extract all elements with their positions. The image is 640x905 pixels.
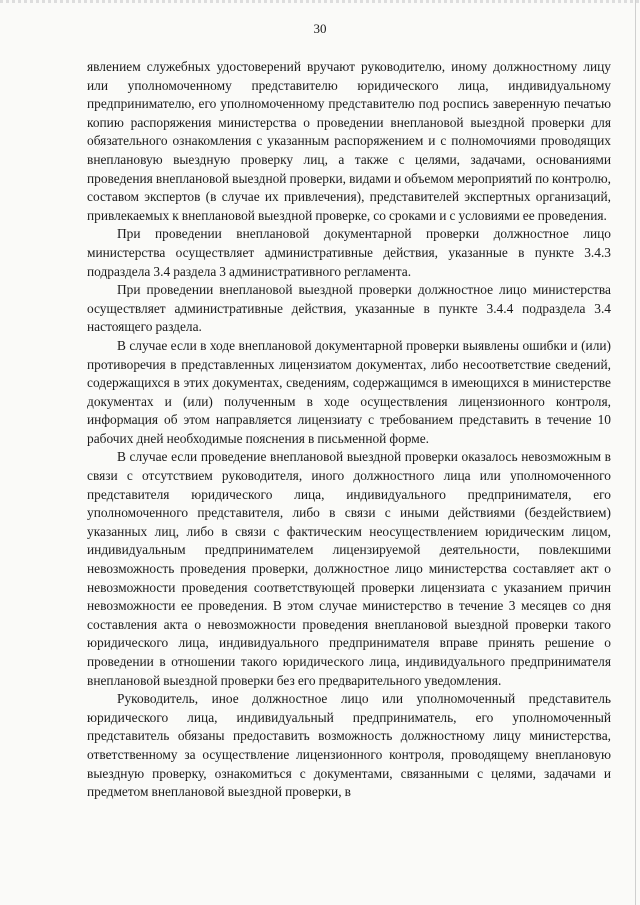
- paragraph: При проведении внеплановой документарной проверки должностное лицо министерства осуществляет административные действия, указанные в пункте 3.4.3 подраздела 3.4 раздела 3 административного регламента.: [87, 226, 611, 279]
- paragraph: В случае если в ходе внеплановой документарной проверки выявлены ошибки и (или) противоречия в представленных лицензиатом документах, либо несоответствие сведений, содержащихся в этих документах, сведениям, содержащимся в имеющихся в министерстве документах и (или) полученным в ходе осуществления лицензионного контроля, информация об этом направляется лицензиату с требованием представить в течение 10 рабочих дней необходимые пояснения в письменной форме.: [87, 337, 611, 446]
- paragraph: Руководитель, иное должностное лицо или уполномоченный представитель юридического лица, индивидуальный предприниматель, его уполномоченный представитель обязаны предоставить возможность должностному лицу министерства, ответственному за осуществление лицензионного контроля, проводящему внеплановую выездную проверку, ознакомиться с документами, связанными с целями, задачами и предметом внеплановой выездной проверки, в: [87, 691, 611, 800]
- document-body: [87, 58, 611, 802]
- page-number: 30: [313, 21, 327, 36]
- paragraph: В случае если проведение внеплановой выездной проверки оказалось невозможным в связи с отсутствием руководителя, иного должностного лица или уполномоченного представителя юридического лица, индивидуального предпринимателя, его уполномоченного представителя, либо в связи с иными действиями (бездействием) указанных лиц, либо в связи с фактическим неосуществлением юридическим лицом, индивидуальным предпринимателем лицензируемой деятельности, повлекшими невозможность проведения проверки, должностное лицо министерства составляет акт о невозможности проведения соответствующей проверки лицензиата с указанием причин невозможности ее проведения. В этом случае министерство в течение 3 месяцев со дня составления акта о невозможности проведения внеплановой выездной проверки такого юридического лица, индивидуального предпринимателя вправе принять решение о проведении в отношении такого юридического лица, индивидуального предпринимателя внеплановой выездной проверки без его предварительного уведомления.: [87, 449, 611, 688]
- paragraph: При проведении внеплановой выездной проверки должностное лицо министерства осуществляет административные действия, указанные в пункте 3.4.4 подраздела 3.4 настоящего раздела.: [87, 282, 611, 335]
- paragraph: явлением служебных удостоверений вручают руководителю, иному должностному лицу или уполномоченному представителю юридического лица, индивидуальному предпринимателю, его уполномоченному представителю под роспись заверенную печатью копию распоряжения министерства о проведении внеплановой выездной проверки для обязательного ознакомления с указанным распоряжением и с полномочиями проводящих внеплановую выездную проверку лиц, а также с целями, задачами, основаниями проведения внеплановой выездной проверки, видами и объемом мероприятий по контролю, составом экспертов (в случае их привлечения), представителей экспертных организаций, привлекаемых к внеплановой выездной проверке, со сроками и с условиями ее проведения.: [87, 59, 611, 223]
